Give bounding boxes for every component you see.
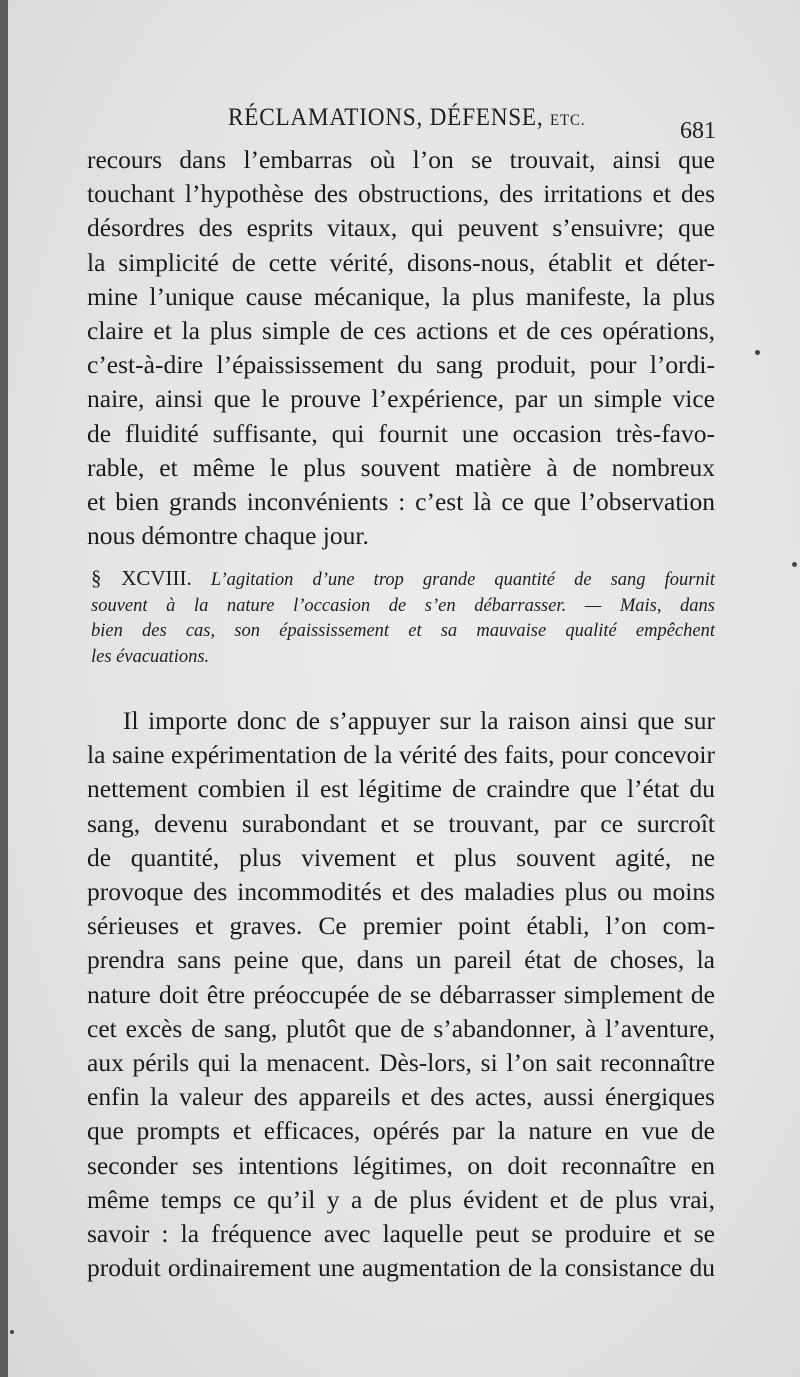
paper-speck (10, 1330, 14, 1334)
text-line: provoque des incommodités et des maladies plus ou moins (87, 877, 715, 907)
section-heading-line: souvent à la nature l’occasion de s’en débarrasser. — Mais, dans (91, 595, 715, 616)
text-line: nous démontre chaque jour. (87, 521, 369, 551)
running-title (228, 104, 586, 132)
running-title-text: RÉCLAMATIONS, DÉFENSE, (228, 104, 544, 131)
paragraph-continuation (87, 143, 715, 553)
text-line: nettement combien il est légitime de craindre que l’état du (87, 774, 715, 804)
text-line: enfin la valeur des appareils et des actes, aussi énergiques (87, 1082, 715, 1112)
section-number: § XCVIII. (91, 566, 192, 590)
text-line: savoir : la fréquence avec laquelle peut se produire et se (87, 1219, 715, 1249)
text-line: rable, et même le plus souvent matière à de nombreux (87, 452, 715, 482)
section-heading-text: L’agitation d’une trop grande quantité de sang fournit (210, 570, 715, 590)
text-line: que prompts et efficaces, opérés par la nature en vue de (87, 1116, 715, 1146)
text-line: claire et la plus simple de ces actions et de ces opérations, (87, 316, 715, 346)
text-line: de quantité, plus vivement et plus souvent agité, ne (87, 842, 715, 872)
text-line: recours dans l’embarras où l’on se trouvait, ainsi que (87, 145, 715, 174)
section-heading-line (91, 566, 715, 594)
section-heading-line: les évacuations. (91, 646, 210, 667)
book-page (8, 0, 800, 1377)
text-line: même temps ce qu’il y a de plus évident et de plus vrai, (87, 1184, 715, 1214)
paragraph (87, 704, 715, 1285)
text-line: et bien grands inconvénients : c’est là ce que l’observation (87, 487, 715, 517)
text-line: mine l’unique cause mécanique, la plus manifeste, la plus (87, 281, 715, 311)
section-heading-line: bien des cas, son épaississement et sa mauvaise qualité empêchent (91, 621, 715, 641)
paper-speck (755, 350, 760, 355)
text-line: prendra sans peine que, dans un pareil état de choses, la (87, 945, 715, 975)
paper-speck (792, 562, 797, 567)
text-line: sérieuses et graves. Ce premier point établi, l’on com- (87, 911, 715, 941)
text-line: la simplicité de cette vérité, disons-nous, établit et déter- (87, 247, 715, 277)
text-line: sang, devenu surabondant et se trouvant, par ce surcroît (87, 808, 715, 838)
running-title-etc: ETC. (549, 112, 586, 129)
text-line: naire, ainsi que le prouve l’expérience, par un simple vice (87, 384, 715, 414)
text-line: touchant l’hypothèse des obstructions, des irritations et des (87, 179, 715, 209)
text-line: seconder ses intentions légitimes, on doit reconnaître en (87, 1150, 715, 1180)
page-number: 681 (680, 118, 716, 144)
text-line: c’est-à-dire l’épaississement du sang produit, pour l’ordi- (87, 350, 715, 380)
running-head (8, 100, 800, 144)
text-line: aux périls qui la menacent. Dès-lors, si l’on sait reconnaître (87, 1048, 715, 1078)
text-line: de fluidité suffisante, qui fournit une occasion très-favo- (87, 418, 715, 448)
text-line: cet excès de sang, plutôt que de s’abandonner, à l’aventure, (87, 1013, 715, 1043)
text-line: produit ordinairement une augmentation de la consistance du (87, 1253, 715, 1283)
text-line: désordres des esprits vitaux, qui peuvent s’ensuivre; que (87, 213, 715, 243)
section-heading (91, 566, 715, 670)
text-line: nature doit être préoccupée de se débarrasser simplement de (87, 979, 715, 1009)
text-line: la saine expérimentation de la vérité des faits, pour concevoir (87, 740, 715, 770)
text-line: Il importe donc de s’appuyer sur la raison ainsi que sur (123, 706, 715, 735)
